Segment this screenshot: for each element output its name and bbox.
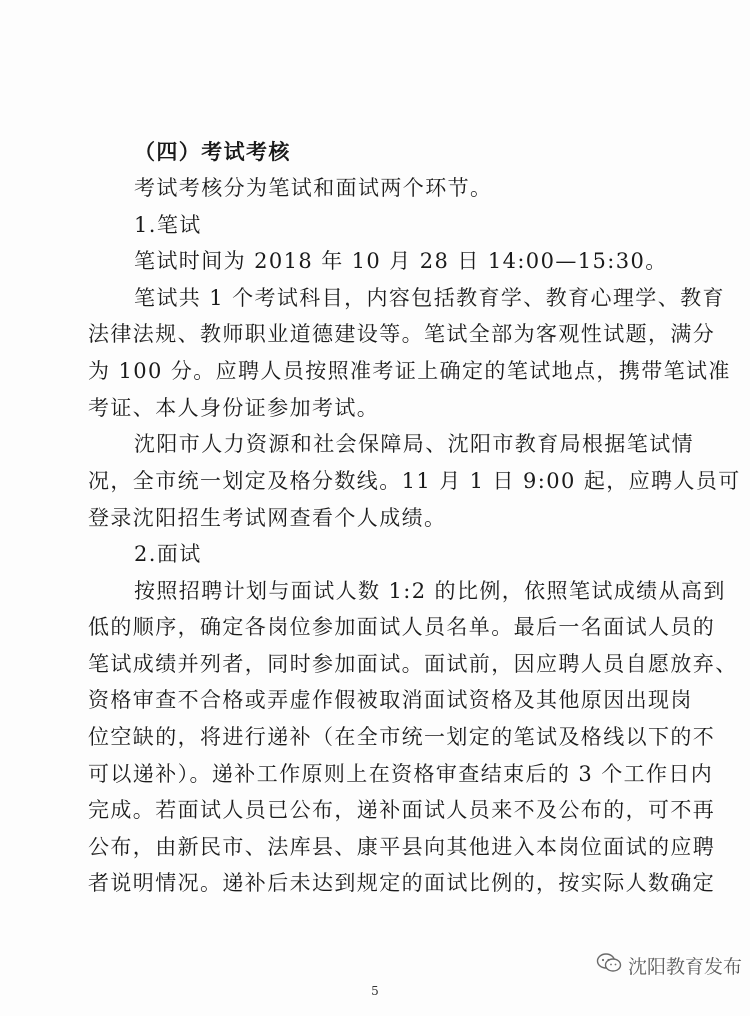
page-number: 5 (371, 984, 379, 998)
paragraph-line: 公布，由新民市、法库县、康平县向其他进入本岗位面试的应聘 (88, 835, 716, 859)
paragraph-line: 考试考核分为笔试和面试两个环节。 (134, 176, 493, 200)
paragraph-line: 低的顺序，确定各岗位参加面试人员名单。最后一名面试人员的 (88, 615, 716, 639)
paragraph-line: 登录沈阳招生考试网查看个人成绩。 (88, 506, 447, 530)
paragraph-line: 位空缺的，将进行递补（在全市统一划定的笔试及格线以下的不 (88, 725, 716, 749)
paragraph-line: 可以递补）。递补工作原则上在资格审查结束后的 3 个工作日内 (88, 762, 714, 786)
paragraph-line: 沈阳市人力资源和社会保障局、沈阳市教育局根据笔试情 (134, 432, 694, 456)
paragraph-line: 资格审查不合格或弄虚作假被取消面试资格及其他原因出现岗 (88, 688, 693, 712)
watermark-text: 沈阳教育发布 (628, 955, 743, 978)
paragraph-line: 况，全市统一划定及格分数线。11 月 1 日 9:00 起，应聘人员可 (88, 469, 741, 493)
paragraph-line: 法律法规、教师职业道德建设等。笔试全部为客观性试题，满分 (88, 322, 716, 346)
paragraph-line: 笔试成绩并列者，同时参加面试。面试前，因应聘人员自愿放弃、 (88, 652, 738, 676)
subheading-written-exam: 1.笔试 (134, 213, 202, 237)
paragraph-line: 按照招聘计划与面试人数 1:2 的比例，依照笔试成绩从高到 (134, 579, 726, 603)
paragraph-line: 者说明情况。递补后未达到规定的面试比例的，按实际人数确定 (88, 871, 716, 895)
watermark (596, 948, 742, 982)
section-heading-exam: （四）考试考核 (134, 139, 291, 164)
paragraph-line: 笔试共 1 个考试科目，内容包括教育学、教育心理学、教育 (134, 286, 725, 310)
paragraph-line: 笔试时间为 2018 年 10 月 28 日 14:00—15:30。 (134, 249, 668, 273)
paragraph-line: 考证、本人身份证参加考试。 (88, 396, 380, 420)
subheading-interview: 2.面试 (134, 542, 202, 566)
paragraph-line: 为 100 分。应聘人员按照准考证上确定的笔试地点，携带笔试准 (88, 359, 731, 383)
paragraph-line: 完成。若面试人员已公布，递补面试人员来不及公布的，可不再 (88, 798, 716, 822)
wechat-official-account-icon (596, 952, 622, 979)
